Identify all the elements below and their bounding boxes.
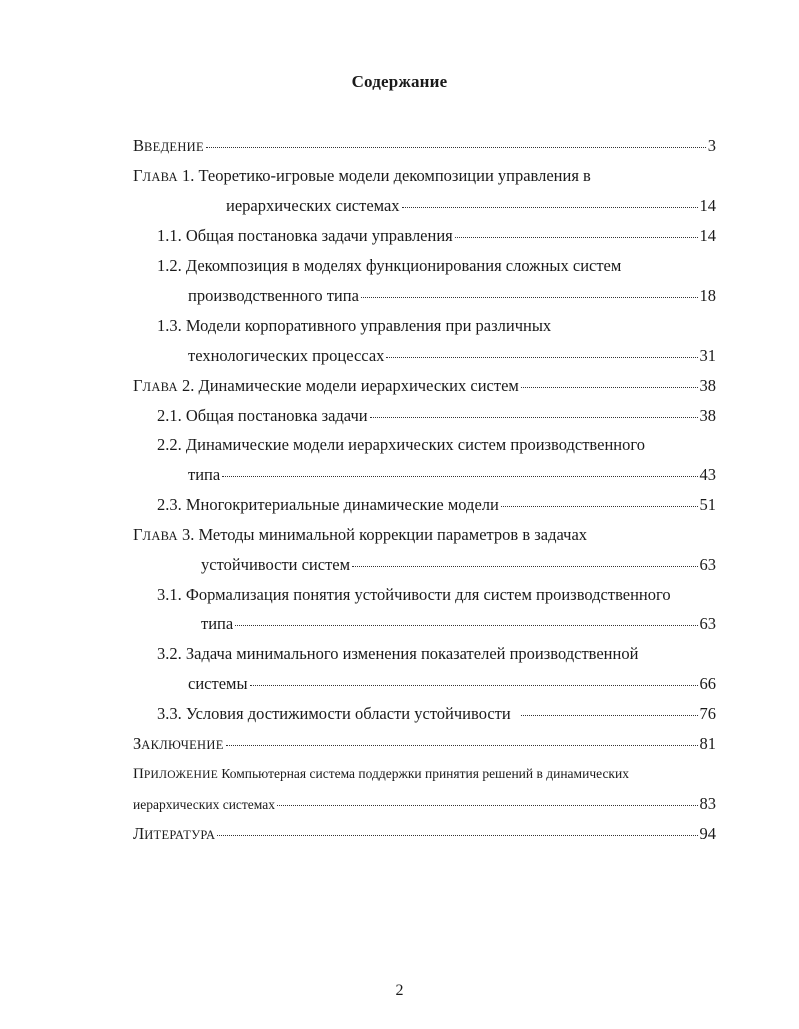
dot-leader — [277, 805, 698, 806]
dot-leader — [222, 476, 697, 477]
toc-page-number: 63 — [699, 555, 716, 574]
toc-page-number: 94 — [699, 824, 716, 843]
dot-leader — [206, 147, 706, 148]
toc-page-number: 3 — [707, 136, 716, 155]
dot-leader — [370, 417, 698, 418]
toc-entry-label: ВВЕДЕНИЕ — [133, 136, 204, 155]
page-number: 2 — [395, 982, 404, 999]
toc-entry-label: типа — [188, 465, 221, 484]
toc-entry-conclusion[interactable] — [133, 734, 716, 755]
toc-entry-label: технологических процессах — [188, 346, 385, 365]
dot-leader — [501, 506, 698, 507]
toc-page-number: 38 — [699, 376, 716, 395]
toc-section-1-2-line1[interactable] — [157, 256, 621, 276]
toc-section-1-3-line2[interactable] — [188, 346, 716, 366]
toc-entry-label: 3.3. Условия достижимости области устойчивости — [157, 704, 511, 723]
toc-entry-label: ПРИЛОЖЕНИЕ Компьютерная система поддержки принятия решений в динамических — [133, 766, 629, 782]
toc-entry-label: иерархических системах — [226, 196, 400, 215]
toc-entry-label: производственного типа — [188, 286, 359, 305]
toc-entry-label: 1.3. Модели корпоративного управления при различных — [157, 316, 552, 335]
toc-page-number: 31 — [699, 346, 716, 365]
toc-chapter-1-line1[interactable] — [133, 166, 591, 187]
toc-entry-label: 2.1. Общая постановка задачи — [157, 406, 368, 425]
dot-leader — [250, 685, 698, 686]
toc-entry-label: ГЛАВА 2. Динамические модели иерархических систем — [133, 376, 519, 395]
toc-page-number: 43 — [699, 465, 716, 484]
toc-section-2-2-line1[interactable] — [157, 435, 645, 455]
toc-chapter-3-line1[interactable] — [133, 525, 587, 546]
toc-section-1-3-line1[interactable] — [157, 316, 551, 336]
toc-entry-label: ЗАКЛЮЧЕНИЕ — [133, 734, 224, 753]
toc-chapter-3-line2[interactable] — [201, 555, 716, 575]
toc-page-number: 38 — [699, 406, 716, 425]
dot-leader — [521, 715, 698, 716]
toc-entry-label: иерархических системах — [133, 797, 275, 812]
toc-section-3-2-line1[interactable] — [157, 644, 638, 664]
toc-page-number: 83 — [699, 794, 716, 813]
toc-chapter-2[interactable] — [133, 376, 716, 397]
dot-leader — [352, 566, 697, 567]
dot-leader — [226, 745, 698, 746]
toc-section-3-3[interactable] — [157, 704, 716, 724]
toc-section-1-1[interactable] — [157, 226, 716, 246]
toc-page-number: 14 — [699, 226, 716, 245]
toc-entry-label: 2.2. Динамические модели иерархических систем производственного — [157, 435, 645, 454]
page-title: Содержание — [351, 72, 448, 91]
toc-page-number: 66 — [699, 674, 716, 693]
toc-entry-label: ГЛАВА 3. Методы минимальной коррекции параметров в задачах — [133, 525, 588, 544]
toc-entry-label: 2.3. Многокритериальные динамические модели — [157, 495, 499, 514]
dot-leader — [217, 835, 697, 836]
toc-page-number: 76 — [699, 704, 716, 723]
dot-leader — [402, 207, 698, 208]
dot-leader — [386, 357, 697, 358]
toc-entry-label: 1.1. Общая постановка задачи управления — [157, 226, 453, 245]
toc-entry-appendix-line2[interactable] — [133, 794, 716, 815]
toc-section-3-1-line1[interactable] — [157, 585, 671, 605]
toc-section-3-1-line2[interactable] — [201, 614, 716, 634]
toc-entry-label: ГЛАВА 1. Теоретико-игровые модели декомпозиции управления в — [133, 166, 591, 185]
toc-entry-label: ЛИТЕРАТУРА — [133, 824, 216, 843]
toc-entry-label: устойчивости систем — [201, 555, 351, 574]
dot-leader — [455, 237, 698, 238]
toc-chapter-1-line2[interactable] — [226, 196, 716, 216]
toc-entry-literature[interactable] — [133, 824, 716, 845]
toc-page-number: 81 — [699, 734, 716, 753]
toc-entry-label: системы — [188, 674, 248, 693]
dot-leader — [521, 387, 698, 388]
toc-entry-label: 3.1. Формализация понятия устойчивости для систем производственного — [157, 585, 671, 604]
toc-section-2-1[interactable] — [157, 406, 716, 426]
toc-section-1-2-line2[interactable] — [188, 286, 716, 306]
toc-entry-label: типа — [201, 614, 234, 633]
dot-leader — [235, 625, 697, 626]
toc-page-number: 63 — [699, 614, 716, 633]
toc-page-number: 14 — [699, 196, 716, 215]
toc-page-number: 51 — [699, 495, 716, 514]
toc-section-2-3[interactable] — [157, 495, 716, 515]
toc-entry-intro[interactable] — [133, 136, 716, 157]
toc-section-2-2-line2[interactable] — [188, 465, 716, 485]
toc-section-3-2-line2[interactable] — [188, 674, 716, 694]
toc-entry-appendix-line1[interactable] — [133, 764, 629, 785]
dot-leader — [361, 297, 698, 298]
toc-entry-label: 1.2. Декомпозиция в моделях функционирования сложных систем — [157, 256, 622, 275]
toc-page-number: 18 — [699, 286, 716, 305]
toc-entry-label: 3.2. Задача минимального изменения показателей производственной — [157, 644, 639, 663]
